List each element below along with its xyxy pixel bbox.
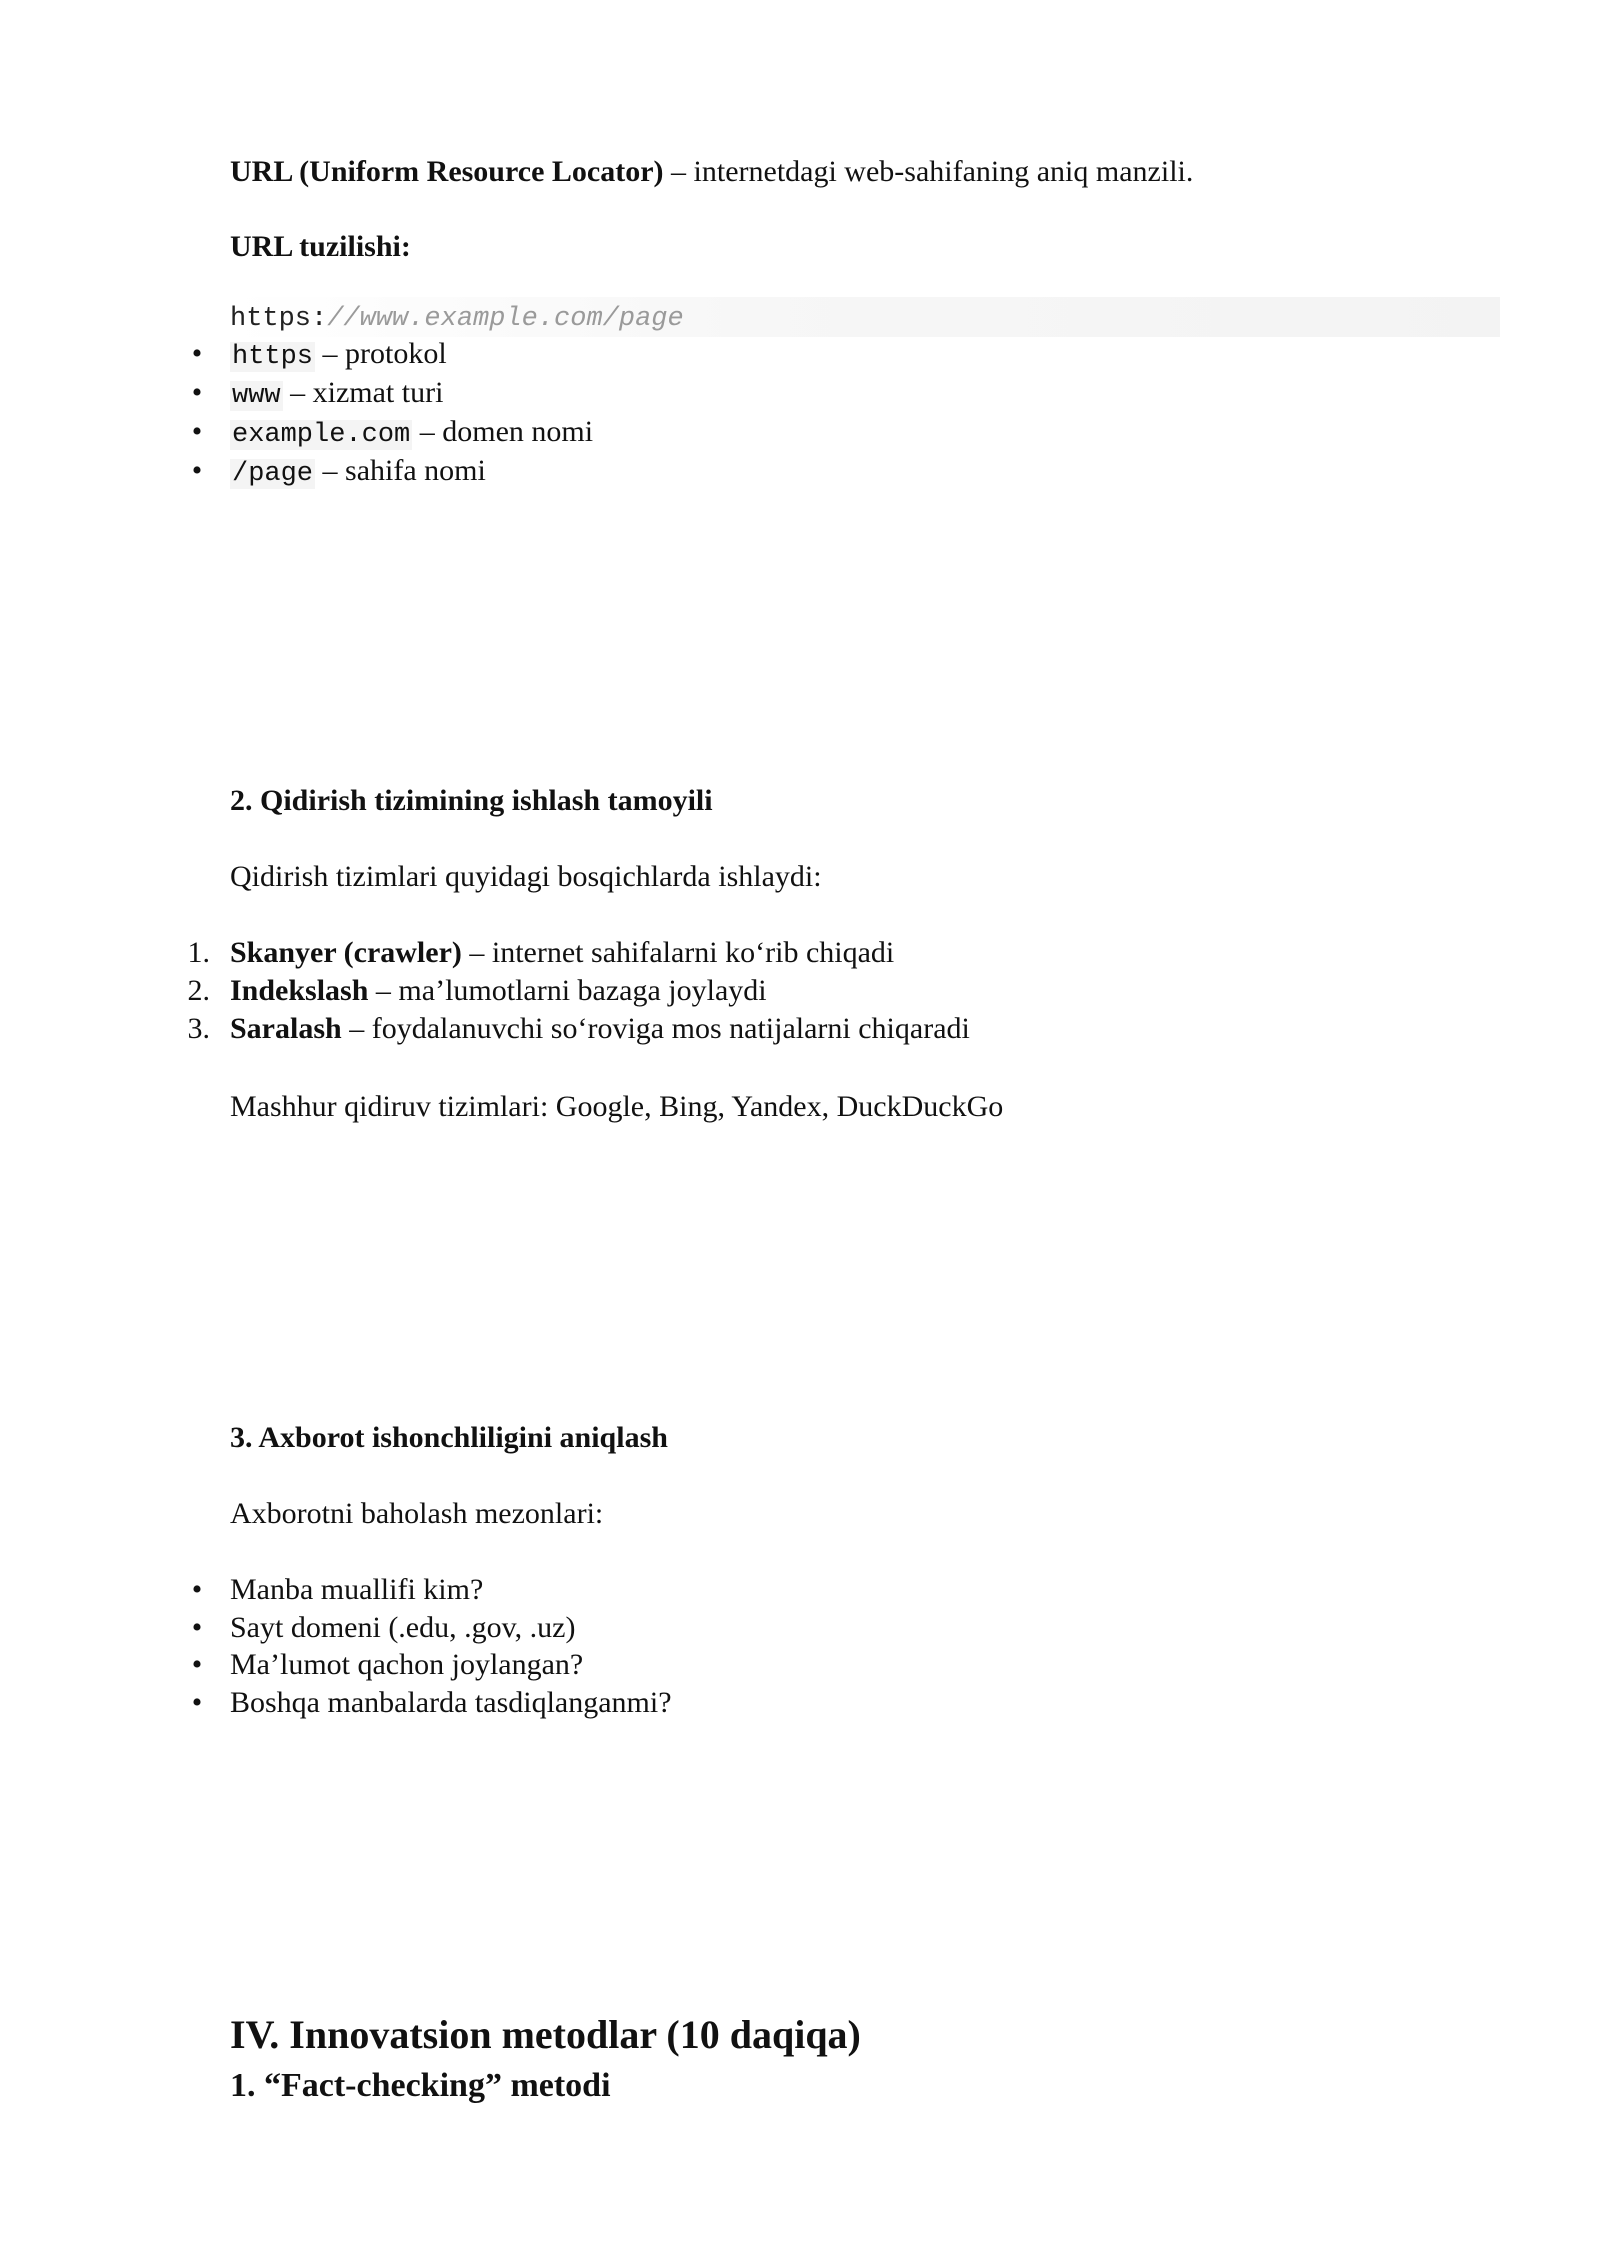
section-4-heading: IV. Innovatsion metodlar (10 daqiqa) xyxy=(230,2012,861,2057)
list-item xyxy=(230,972,767,1010)
list-item xyxy=(230,452,486,493)
url-definition-text: – internetdagi web-sahifaning aniq manzili. xyxy=(663,155,1194,188)
step-term: Indekslash xyxy=(230,974,369,1007)
step-text: – internet sahifalarni ko‘rib chiqadi xyxy=(461,936,895,969)
url-term: URL (Uniform Resource Locator) xyxy=(230,155,664,188)
list-item-text: – domen nomi xyxy=(412,415,594,448)
step-number: 2. xyxy=(187,974,210,1007)
code-scheme: https: xyxy=(230,304,328,334)
list-item xyxy=(230,1010,970,1048)
url-structure-heading: URL tuzilishi: xyxy=(230,230,411,263)
step-text: – ma’lumotlarni bazaga joylaydi xyxy=(368,974,767,1007)
step-term: Skanyer (crawler) xyxy=(230,936,462,969)
list-item xyxy=(230,335,447,376)
search-engines-note xyxy=(230,1088,1003,1126)
list-item xyxy=(230,934,894,972)
bullet-marker: • xyxy=(191,1611,203,1644)
list-item: Ma’lumot qachon joylangan? xyxy=(230,1648,584,1681)
fact-checking-heading: 1. “Fact-checking” metodi xyxy=(230,2067,611,2104)
list-item-text: – xizmat turi xyxy=(282,376,444,409)
section-2-heading: 2. Qidirish tizimining ishlash tamoyili xyxy=(230,784,713,817)
bullet-marker: • xyxy=(191,376,203,409)
code-rest: //www.example.com/page xyxy=(327,304,684,334)
section-3-heading: 3. Axborot ishonchliligini aniqlash xyxy=(230,1421,668,1454)
inline-code: www xyxy=(232,381,281,411)
step-term: Saralash xyxy=(230,1012,342,1045)
note-text: Mashhur qidiruv tizimlari: Google, Bing, Yandex, DuckDuckGo xyxy=(230,1090,1004,1123)
bullet-marker: • xyxy=(191,1648,203,1681)
step-number: 1. xyxy=(187,936,210,969)
bullet-marker: • xyxy=(191,415,203,448)
bullet-marker: • xyxy=(191,1686,203,1719)
url-definition xyxy=(230,153,1193,191)
inline-code: example.com xyxy=(232,420,411,450)
bullet-marker: • xyxy=(191,337,203,370)
section-3-intro: Axborotni baholash mezonlari: xyxy=(230,1497,604,1530)
step-number: 3. xyxy=(187,1012,210,1045)
step-text: – foydalanuvchi so‘roviga mos natijalarni chiqaradi xyxy=(341,1012,970,1045)
list-item xyxy=(230,413,593,454)
inline-code: https xyxy=(232,342,314,372)
list-item: Manba muallifi kim? xyxy=(230,1573,484,1606)
bullet-marker: • xyxy=(191,1573,203,1606)
list-item xyxy=(230,374,443,415)
list-item: Sayt domeni (.edu, .gov, .uz) xyxy=(230,1611,576,1644)
list-item: Boshqa manbalarda tasdiqlanganmi? xyxy=(230,1686,672,1719)
bullet-marker: • xyxy=(191,454,203,487)
inline-code: /page xyxy=(232,459,314,489)
url-code-example xyxy=(230,297,1500,337)
list-item-text: – protokol xyxy=(315,337,447,370)
section-2-intro: Qidirish tizimlari quyidagi bosqichlarda ishlaydi: xyxy=(230,860,822,893)
list-item-text: – sahifa nomi xyxy=(315,454,486,487)
